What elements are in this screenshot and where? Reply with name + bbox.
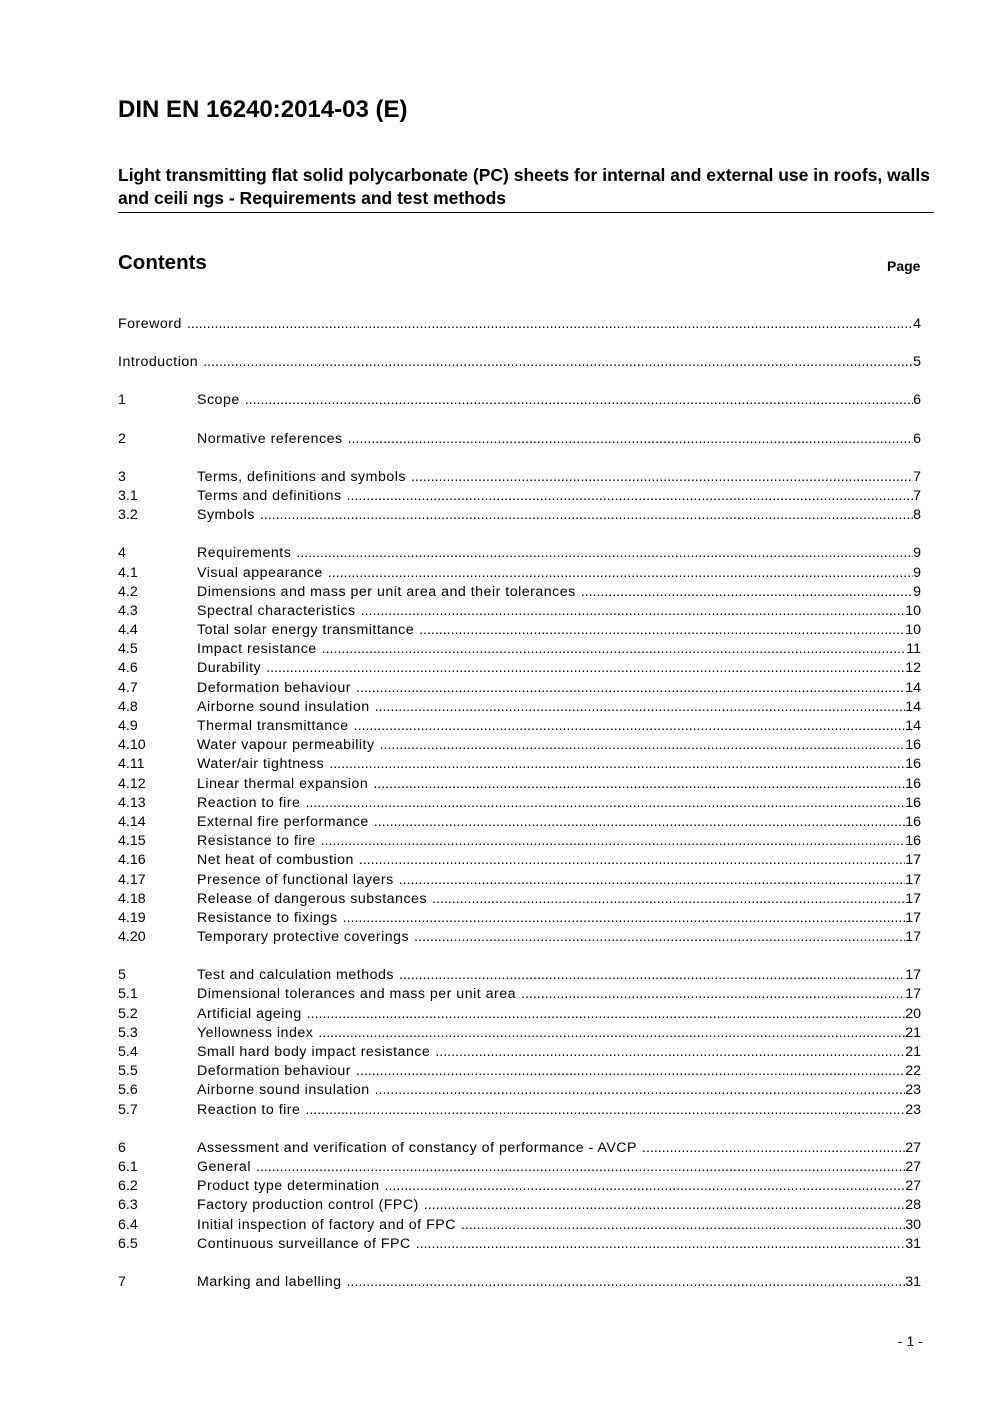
toc-entry-page: 9 xyxy=(913,583,921,600)
toc-entry-number: 4.20 xyxy=(118,929,146,946)
toc-dot-leader xyxy=(461,1216,905,1235)
toc-entry-title: Marking and labelling xyxy=(197,1273,342,1290)
toc-entry-number: 4.18 xyxy=(118,890,146,907)
toc-entry-number: 6 xyxy=(118,1139,126,1156)
toc-entry-number: 4.1 xyxy=(118,564,138,581)
toc-entry-page: 27 xyxy=(905,1158,921,1175)
toc-entry[interactable] xyxy=(118,353,921,372)
toc-entry-page: 14 xyxy=(905,718,921,734)
toc-dot-leader xyxy=(419,621,905,640)
toc-entry-line xyxy=(197,506,921,525)
toc-entry-title: Deformation behaviour xyxy=(197,1063,352,1080)
toc-entry-line xyxy=(197,1101,921,1120)
toc-entry-title: Resistance to fixings xyxy=(197,909,338,926)
toc-entry[interactable] xyxy=(118,1216,921,1235)
toc-entry-line xyxy=(197,1062,921,1081)
toc-dot-leader xyxy=(343,909,906,928)
toc-entry-line xyxy=(197,602,921,621)
toc-entry-line xyxy=(197,698,921,717)
toc-entry-page: 17 xyxy=(905,967,921,984)
toc-entry[interactable] xyxy=(118,1062,921,1081)
toc-entry[interactable] xyxy=(118,564,921,583)
toc-entry-number: 4 xyxy=(118,545,126,562)
toc-entry[interactable] xyxy=(118,1081,921,1100)
toc-entry-number: 5 xyxy=(118,967,126,984)
toc-entry-line xyxy=(197,583,921,602)
toc-entry-line xyxy=(197,1139,921,1158)
toc-entry-number: 4.6 xyxy=(118,660,138,677)
toc-entry-number: 6.3 xyxy=(118,1197,138,1214)
toc-entry-number: 6.5 xyxy=(118,1235,138,1252)
toc-dot-leader xyxy=(411,468,913,487)
toc-dot-leader xyxy=(305,1101,905,1120)
toc-entry-number: 3.1 xyxy=(118,487,138,504)
toc-entry-line xyxy=(197,794,921,813)
toc-entry-line xyxy=(197,1043,921,1062)
toc-dot-leader xyxy=(356,1062,905,1081)
toc-entry-title: Spectral characteristics xyxy=(197,602,356,619)
toc-entry-line xyxy=(197,544,921,563)
toc-entry-number: 4.12 xyxy=(118,775,146,792)
toc-entry-number: 5.2 xyxy=(118,1005,138,1022)
toc-entry-number: 4.10 xyxy=(118,737,146,754)
toc-entry-title: Normative references xyxy=(197,430,343,447)
toc-entry-line xyxy=(197,717,921,736)
toc-dot-leader xyxy=(375,1081,906,1100)
toc-dot-leader xyxy=(245,391,913,410)
toc-entry-title: Factory production control (FPC) xyxy=(197,1197,419,1214)
toc-entry-line xyxy=(197,1024,921,1043)
toc-entry[interactable] xyxy=(118,315,921,334)
toc-dot-leader xyxy=(187,315,913,334)
toc-entry-number: 5.3 xyxy=(118,1024,138,1041)
toc-entry-title: Airborne sound insulation xyxy=(197,698,370,715)
toc-entry-page: 11 xyxy=(906,641,921,658)
toc-entry-line xyxy=(197,851,921,870)
toc-entry-title: Symbols xyxy=(197,507,255,524)
toc-entry-number: 5.7 xyxy=(118,1101,138,1118)
toc-entry-page: 21 xyxy=(905,1044,921,1060)
toc-entry-number: 5.6 xyxy=(118,1082,138,1099)
toc-entry-page: 31 xyxy=(905,1273,921,1290)
toc-entry-number: 4.11 xyxy=(118,756,145,773)
toc-entry-line xyxy=(197,679,921,698)
toc-dot-leader xyxy=(414,928,905,947)
toc-entry-title: Net heat of combustion xyxy=(197,852,354,869)
toc-entry-number: 4.16 xyxy=(118,852,146,869)
toc-entry-number: 4.14 xyxy=(118,813,146,830)
toc-entry-page: 4 xyxy=(913,316,921,332)
toc-entry[interactable] xyxy=(118,851,921,870)
toc-entry-line xyxy=(197,1005,921,1024)
toc-entry-line xyxy=(197,468,921,487)
toc-entry-line xyxy=(197,813,921,832)
toc-entry-number: 4.2 xyxy=(118,583,138,600)
toc-entry-number: 4.15 xyxy=(118,833,146,850)
toc-entry-title: Continuous surveillance of FPC xyxy=(197,1235,411,1252)
toc-dot-leader xyxy=(322,640,907,659)
toc-entry-title: Artificial ageing xyxy=(197,1005,302,1022)
toc-entry-page: 20 xyxy=(905,1005,921,1022)
toc-entry-title: Yellowness index xyxy=(197,1024,314,1041)
toc-entry[interactable] xyxy=(118,468,921,487)
toc-entry[interactable] xyxy=(118,1235,921,1254)
toc-entry-line xyxy=(197,487,921,506)
toc-entry[interactable] xyxy=(118,506,921,525)
toc-entry-page: 27 xyxy=(905,1139,921,1156)
toc-dot-leader xyxy=(521,985,905,1004)
toc-entry-page: 22 xyxy=(905,1063,921,1080)
toc-entry-line xyxy=(197,1196,921,1215)
toc-entry-title: Foreword xyxy=(118,316,182,332)
toc-entry[interactable] xyxy=(118,640,921,659)
toc-entry-page: 17 xyxy=(905,852,921,869)
toc-entry[interactable] xyxy=(118,966,921,985)
toc-entry-number: 5.1 xyxy=(118,986,138,1003)
toc-entry-page: 23 xyxy=(905,1082,921,1099)
toc-entry[interactable] xyxy=(118,736,921,755)
toc-dot-leader xyxy=(266,659,905,678)
toc-entry-page: 17 xyxy=(905,890,921,907)
toc-entry-page: 9 xyxy=(913,545,921,562)
toc-entry-page: 17 xyxy=(905,871,921,888)
toc-entry-page: 16 xyxy=(905,813,921,830)
toc-entry-title: Durability xyxy=(197,660,262,677)
toc-entry-number: 4.3 xyxy=(118,602,138,619)
toc-entry-line xyxy=(197,966,921,985)
toc-entry-number: 4.9 xyxy=(118,718,138,734)
toc-entry-page: 16 xyxy=(905,737,921,754)
toc-entry-number: 3 xyxy=(118,468,126,485)
toc-entry-number: 2 xyxy=(118,430,126,447)
toc-dot-leader xyxy=(329,755,905,774)
toc-entry[interactable] xyxy=(118,813,921,832)
document-title: Light transmitting flat solid polycarbonate (PC) sheets for internal and external use in roofs, walls and ceili ngs - Requirements and test methods xyxy=(118,164,934,213)
toc-entry-title: Resistance to fire xyxy=(197,833,316,850)
toc-dot-leader xyxy=(416,1235,905,1254)
toc-entry-title: Thermal transmittance xyxy=(197,718,349,734)
toc-entry-page: 5 xyxy=(913,354,921,371)
toc-entry-page: 27 xyxy=(905,1178,921,1195)
toc-entry[interactable] xyxy=(118,544,921,563)
toc-entry-line xyxy=(197,985,921,1004)
toc-entry-line xyxy=(197,928,921,947)
toc-entry-title: Linear thermal expansion xyxy=(197,775,369,792)
toc-entry-title: Release of dangerous substances xyxy=(197,890,428,907)
toc-entry[interactable] xyxy=(118,1177,921,1196)
toc-entry-page: 31 xyxy=(905,1235,921,1252)
table-of-contents xyxy=(118,315,921,1292)
toc-entry[interactable] xyxy=(118,1196,921,1215)
toc-entry-line xyxy=(197,564,921,583)
toc-entry-page: 9 xyxy=(913,564,921,581)
toc-entry[interactable] xyxy=(118,1043,921,1062)
toc-entry[interactable] xyxy=(118,985,921,1004)
toc-entry-number: 5.4 xyxy=(118,1044,138,1060)
toc-entry[interactable] xyxy=(118,1005,921,1024)
toc-entry[interactable] xyxy=(118,391,921,410)
toc-entry[interactable] xyxy=(118,698,921,717)
toc-entry[interactable] xyxy=(118,1139,921,1158)
toc-entry-title: Product type determination xyxy=(197,1178,380,1195)
toc-entry[interactable] xyxy=(118,583,921,602)
toc-entry-number: 4.13 xyxy=(118,794,146,811)
toc-dot-leader xyxy=(373,775,905,794)
toc-dot-leader xyxy=(375,698,906,717)
toc-entry-page: 10 xyxy=(905,602,921,619)
toc-dot-leader xyxy=(354,717,906,736)
toc-dot-leader xyxy=(328,564,913,583)
toc-entry-page: 28 xyxy=(905,1197,921,1214)
contents-heading: Contents xyxy=(118,251,207,274)
toc-dot-leader xyxy=(361,602,906,621)
toc-entry[interactable] xyxy=(118,890,921,909)
toc-entry-page: 17 xyxy=(905,909,921,926)
toc-dot-leader xyxy=(581,583,913,602)
toc-entry-number: 3.2 xyxy=(118,507,138,524)
toc-entry-title: Small hard body impact resistance xyxy=(197,1044,431,1060)
toc-entry[interactable] xyxy=(118,430,921,449)
toc-entry-title: Terms, definitions and symbols xyxy=(197,468,406,485)
toc-entry-line xyxy=(197,640,921,659)
toc-dot-leader xyxy=(432,890,905,909)
toc-entry-title: Dimensional tolerances and mass per unit area xyxy=(197,986,517,1003)
toc-entry-number: 4.19 xyxy=(118,909,146,926)
toc-entry-line xyxy=(197,621,921,640)
toc-entry-title: Impact resistance xyxy=(197,641,317,658)
toc-entry-line xyxy=(197,1177,921,1196)
toc-dot-leader xyxy=(424,1196,905,1215)
toc-entry-line xyxy=(197,909,921,928)
toc-entry-line xyxy=(197,775,921,794)
toc-entry-page: 17 xyxy=(905,986,921,1003)
toc-dot-leader xyxy=(359,851,905,870)
toc-dot-leader xyxy=(347,487,914,506)
toc-dot-leader xyxy=(435,1043,905,1062)
toc-dot-leader xyxy=(399,871,906,890)
toc-entry-page: 6 xyxy=(913,392,921,409)
toc-entry-title: Terms and definitions xyxy=(197,487,342,504)
toc-entry-title: Presence of functional layers xyxy=(197,871,394,888)
toc-entry[interactable] xyxy=(118,659,921,678)
toc-entry[interactable] xyxy=(118,832,921,851)
toc-entry[interactable] xyxy=(118,487,921,506)
toc-entry-number: 5.5 xyxy=(118,1063,138,1080)
toc-entry-number: 4.8 xyxy=(118,698,138,715)
toc-dot-leader xyxy=(260,506,913,525)
toc-entry-number: 6.1 xyxy=(118,1158,138,1175)
toc-entry-number: 4.7 xyxy=(118,679,138,696)
toc-entry-line xyxy=(197,890,921,909)
toc-entry-title: Water/air tightness xyxy=(197,756,325,773)
toc-entry-title: External fire performance xyxy=(197,813,369,830)
toc-entry-line xyxy=(197,871,921,890)
toc-entry-line xyxy=(197,1235,921,1254)
toc-entry-line xyxy=(197,1081,921,1100)
toc-entry[interactable] xyxy=(118,1024,921,1043)
toc-entry-title: Test and calculation methods xyxy=(197,967,394,984)
toc-dot-leader xyxy=(380,736,906,755)
toc-entry[interactable] xyxy=(118,794,921,813)
toc-entry-page: 7 xyxy=(913,487,921,504)
toc-entry-title: Temporary protective coverings xyxy=(197,929,410,946)
toc-entry-page: 17 xyxy=(905,929,921,946)
toc-entry-page: 16 xyxy=(905,833,921,850)
toc-entry-number: 4.5 xyxy=(118,641,138,658)
toc-entry-number: 6.4 xyxy=(118,1216,138,1233)
toc-dot-leader xyxy=(348,430,913,449)
toc-entry-title: Reaction to fire xyxy=(197,1101,301,1118)
toc-entry-page: 16 xyxy=(905,756,921,773)
toc-entry[interactable] xyxy=(118,1273,921,1292)
document-code: DIN EN 16240:2014-03 (E) xyxy=(118,96,408,123)
toc-entry-number: 7 xyxy=(118,1273,126,1290)
toc-dot-leader xyxy=(374,813,905,832)
toc-entry-title: Assessment and verification of constancy of performance - AVCP xyxy=(197,1139,637,1156)
toc-entry-number: 4.17 xyxy=(118,871,146,888)
toc-entry-line xyxy=(197,391,921,410)
toc-entry[interactable] xyxy=(118,775,921,794)
toc-entry-page: 8 xyxy=(913,507,921,524)
toc-entry-page: 14 xyxy=(905,698,921,715)
toc-entry-line xyxy=(197,1273,921,1292)
toc-dot-leader xyxy=(347,1273,906,1292)
toc-entry-title: Requirements xyxy=(197,545,292,562)
toc-dot-leader xyxy=(305,794,905,813)
toc-dot-leader xyxy=(256,1158,905,1177)
toc-entry-line xyxy=(118,315,921,334)
toc-entry-title: Deformation behaviour xyxy=(197,679,352,696)
toc-entry-title: Scope xyxy=(197,392,240,409)
toc-dot-leader xyxy=(318,1024,905,1043)
toc-entry-page: 16 xyxy=(905,775,921,792)
toc-entry-line xyxy=(197,832,921,851)
toc-entry-line xyxy=(197,1216,921,1235)
toc-entry-line xyxy=(118,353,921,372)
toc-entry-line xyxy=(197,736,921,755)
toc-entry-line xyxy=(197,659,921,678)
page-number: - 1 - xyxy=(898,1333,923,1349)
toc-entry[interactable] xyxy=(118,717,921,736)
page-column-heading: Page xyxy=(887,258,921,274)
toc-dot-leader xyxy=(203,353,913,372)
toc-entry-title: Airborne sound insulation xyxy=(197,1082,370,1099)
toc-dot-leader xyxy=(399,966,905,985)
toc-entry-page: 16 xyxy=(905,794,921,811)
toc-entry-title: General xyxy=(197,1158,251,1175)
toc-dot-leader xyxy=(356,679,905,698)
toc-entry[interactable] xyxy=(118,602,921,621)
toc-dot-leader xyxy=(321,832,906,851)
toc-entry[interactable] xyxy=(118,621,921,640)
toc-dot-leader xyxy=(296,544,913,563)
toc-entry-title: Visual appearance xyxy=(197,564,323,581)
toc-entry[interactable] xyxy=(118,909,921,928)
toc-entry-page: 12 xyxy=(905,660,921,677)
toc-entry-line xyxy=(197,430,921,449)
toc-entry-number: 1 xyxy=(118,392,126,409)
toc-entry-title: Dimensions and mass per unit area and their tolerances xyxy=(197,583,576,600)
toc-entry-page: 30 xyxy=(905,1216,921,1233)
toc-entry-title: Initial inspection of factory and of FPC xyxy=(197,1216,456,1233)
toc-entry[interactable] xyxy=(118,679,921,698)
toc-entry[interactable] xyxy=(118,871,921,890)
toc-entry-title: Water vapour permeability xyxy=(197,737,375,754)
toc-entry-page: 21 xyxy=(905,1024,921,1041)
toc-dot-leader xyxy=(642,1139,905,1158)
toc-dot-leader xyxy=(385,1177,906,1196)
toc-entry[interactable] xyxy=(118,928,921,947)
toc-entry[interactable] xyxy=(118,755,921,774)
toc-entry-title: Introduction xyxy=(118,354,199,371)
toc-entry-line xyxy=(197,755,921,774)
toc-entry-page: 6 xyxy=(913,430,921,447)
toc-entry-line xyxy=(197,1158,921,1177)
toc-entry-number: 6.2 xyxy=(118,1178,138,1195)
toc-entry-page: 10 xyxy=(905,622,921,639)
toc-entry-title: Total solar energy transmittance xyxy=(197,622,415,639)
toc-entry-title: Reaction to fire xyxy=(197,794,301,811)
toc-entry-page: 23 xyxy=(905,1101,921,1118)
toc-dot-leader xyxy=(307,1005,906,1024)
toc-entry-page: 7 xyxy=(913,468,921,485)
toc-entry-page: 14 xyxy=(905,679,921,696)
toc-entry-number: 4.4 xyxy=(118,622,138,639)
toc-entry[interactable] xyxy=(118,1101,921,1120)
toc-entry[interactable] xyxy=(118,1158,921,1177)
